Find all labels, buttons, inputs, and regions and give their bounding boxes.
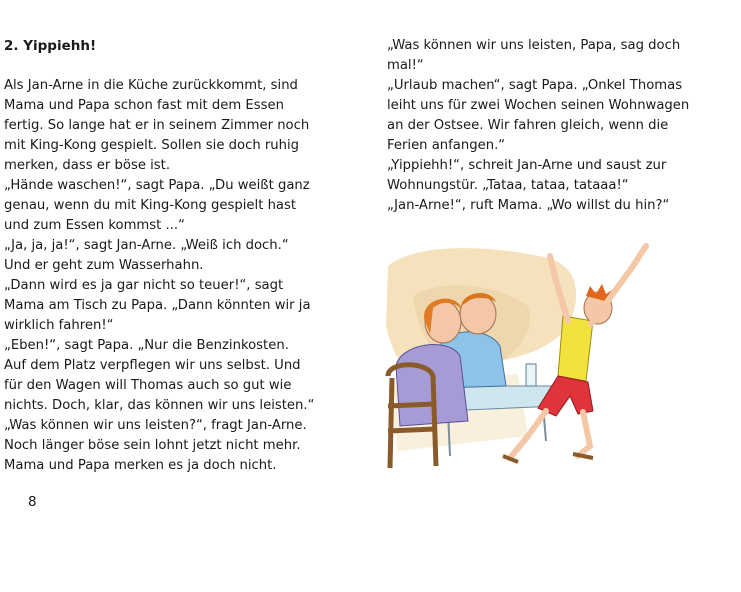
- text-line: fertig. So lange hat er in seinem Zimmer noch: [4, 118, 310, 133]
- bottle: [526, 364, 536, 386]
- text-line: „Dann wird es ja gar nicht so teuer!“, sagt: [4, 278, 284, 293]
- boy-leg: [578, 412, 590, 456]
- page-number: 8: [28, 494, 37, 510]
- text-line: Ferien anfangen.“: [387, 138, 506, 153]
- text-line: „Was können wir uns leisten, Papa, sag doch: [387, 38, 681, 53]
- illustration: [378, 236, 663, 476]
- text-line: Und er geht zum Wasserhahn.: [4, 258, 204, 273]
- text-line: „Eben!“, sagt Papa. „Nur die Benzinkosten.: [4, 338, 289, 353]
- left-column: [4, 36, 334, 476]
- text-line: „Yippiehh!“, schreit Jan-Arne und saust zur: [387, 158, 667, 173]
- text-line: Wohnungstür. „Tataa, tataa, tataaa!“: [387, 178, 629, 193]
- text-line: „Jan-Arne!“, ruft Mama. „Wo willst du hin?“: [387, 198, 670, 213]
- chapter-heading: 2. Yippiehh!: [4, 38, 97, 54]
- boy-arm-raised: [591, 246, 646, 324]
- text-line: Mama und Papa schon fast mit dem Essen: [4, 98, 284, 113]
- text-line: Auf dem Platz verpflegen wir uns selbst. Und: [4, 358, 301, 373]
- text-line: Als Jan-Arne in die Küche zurückkommt, sind: [4, 78, 298, 93]
- text-line: „Urlaub machen“, sagt Papa. „Onkel Thomas: [387, 78, 683, 93]
- text-line: genau, wenn du mit King-Kong gespielt hast: [4, 198, 297, 213]
- text-line: nichts. Doch, klar, das können wir uns leisten.“: [4, 398, 315, 413]
- text-line: Mama und Papa merken es ja doch nicht.: [4, 458, 277, 473]
- text-line: an der Ostsee. Wir fahren gleich, wenn die: [387, 118, 669, 133]
- text-line: wirklich fahren!“: [4, 318, 114, 333]
- text-line: Mama am Tisch zu Papa. „Dann könnten wir ja: [4, 298, 311, 313]
- boy-shirt: [558, 316, 593, 381]
- text-line: leiht uns für zwei Wochen seinen Wohnwagen: [387, 98, 690, 113]
- text-line: für den Wagen will Thomas auch so gut wie: [4, 378, 292, 393]
- text-line: mal!“: [387, 58, 424, 73]
- text-line: und zum Essen kommst ...“: [4, 218, 185, 233]
- right-column: [387, 36, 717, 216]
- text-line: „Was können wir uns leisten?“, fragt Jan-Arne.: [4, 418, 307, 433]
- text-line: merken, dass er böse ist.: [4, 158, 171, 173]
- text-line: „Ja, ja, ja!“, sagt Jan-Arne. „Weiß ich doch.“: [4, 238, 289, 253]
- text-line: mit King-Kong gespielt. Sollen sie doch ruhig: [4, 138, 300, 153]
- text-line: Noch länger böse sein lohnt jetzt nicht mehr.: [4, 438, 301, 453]
- text-line: „Hände waschen!“, sagt Papa. „Du weißt ganz: [4, 178, 310, 193]
- sandal: [503, 456, 518, 462]
